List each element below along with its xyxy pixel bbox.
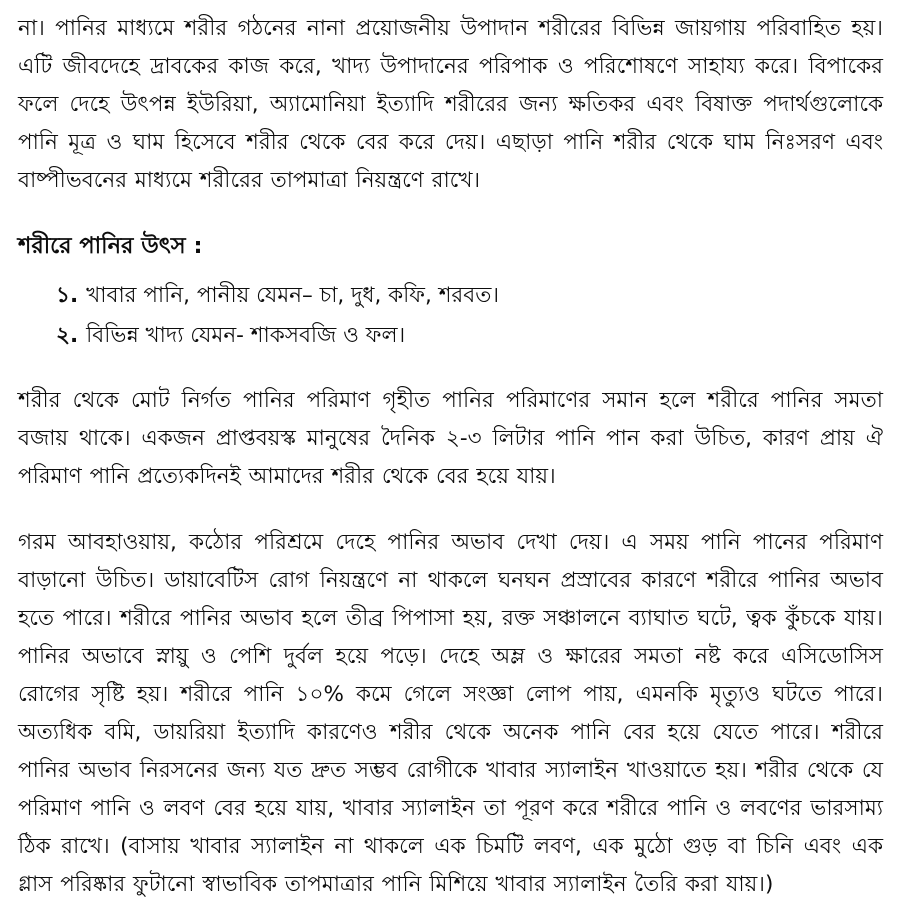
list-item-text: খাবার পানি, পানীয় যেমন– চা, দুধ, কফি, শরবত। [86,283,500,308]
paragraph-water-deficiency: গরম আবহাওয়ায়, কঠোর পরিশ্রমে দেহে পানির অভাব দেখা দেয়। এ সময় পানি পানের পরিমাণ বাড়ানো উচিত। ডায়াবেটিস রোগ নিয়ন্ত্রণে না থাকলে ঘনঘন প্রস্রাবের কারণে শরীরে পানির অভাব হতে পারে। শরীরে পানির অভাব হলে তীব্র পিপাসা হয়, রক্ত সঞ্চালনে ব্যাঘাত ঘটে, ত্বক কুঁচকে যায়। পানির অভাবে স্নায়ু ও পেশি দুর্বল হয়ে পড়ে। দেহে অম্ল ও ক্ষারের সমতা নষ্ট করে এসিডোসিস রোগের সৃষ্টি হয়। শরীরে পানি ১০% কমে গেলে সংজ্ঞা লোপ পায়, এমনকি মৃত্যুও ঘটতে পারে। অত্যধিক বমি, ডায়রিয়া ইত্যাদি কারণেও শরীর থেকে অনেক পানি বের হয়ে যেতে পারে। শরীরে পানির অভাব নিরসনের জন্য যত দ্রুত সম্ভব রোগীকে খাবার স্যালাইন খাওয়াতে হয়। শরীর থেকে যে পরিমাণ পানি ও লবণ বের হয়ে যায়, খাবার স্যালাইন তা পূরণ করে শরীরে পানি ও লবণের ভারসাম্য ঠিক রাখে। (বাসায় খাবার স্যালাইন না থাকলে এক চিমটি লবণ, এক মুঠো গুড় বা চিনি এবং এক গ্লাস পরিষ্কার ফুটানো স্বাভাবিক তাপমাত্রার পানি মিশিয়ে খাবার স্যালাইন তৈরি করা যায়।) [18,530,883,897]
list-item-drinks [18,276,883,316]
paragraph-water-balance: শরীর থেকে মোট নির্গত পানির পরিমাণ গৃহীত পানির পরিমাণের সমান হলে শরীরে পানির সমতা বজায় থাকে। একজন প্রাপ্তবয়স্ক মানুষের দৈনিক ২-৩ লিটার পানি পান করা উচিত, কারণ প্রায় ঐ পরিমাণ পানি প্রত্যেকদিনই আমাদের শরীর থেকে বের হয়ে যায়। [18,388,883,489]
list-item-foods [18,316,883,356]
list-item-text: বিভিন্ন খাদ্য যেমন- শাকসবজি ও ফল। [86,323,406,348]
section-heading-water-sources: শরীরে পানির উৎস : [18,233,203,259]
list-item-number: ২. [56,323,79,348]
water-sources-list [18,276,883,356]
paragraph-water-functions: না। পানির মাধ্যমে শরীর গঠনের নানা প্রয়োজনীয় উপাদান শরীরের বিভিন্ন জায়গায় পরিবাহিত হয়। এটি জীবদেহে দ্রাবকের কাজ করে, খাদ্য উপাদানের পরিপাক ও পরিশোষণে সাহায্য করে। বিপাকের ফলে দেহে উৎপন্ন ইউরিয়া, অ্যামোনিয়া ইত্যাদি শরীরের জন্য ক্ষতিকর এবং বিষাক্ত পদার্থগুলোকে পানি মূত্র ও ঘাম হিসেবে শরীর থেকে বের করে দেয়। এছাড়া পানি শরীর থেকে ঘাম নিঃসরণ এবং বাষ্পীভবনের মাধ্যমে শরীরের তাপমাত্রা নিয়ন্ত্রণে রাখে। [18,16,883,193]
list-item-number: ১. [56,283,79,308]
